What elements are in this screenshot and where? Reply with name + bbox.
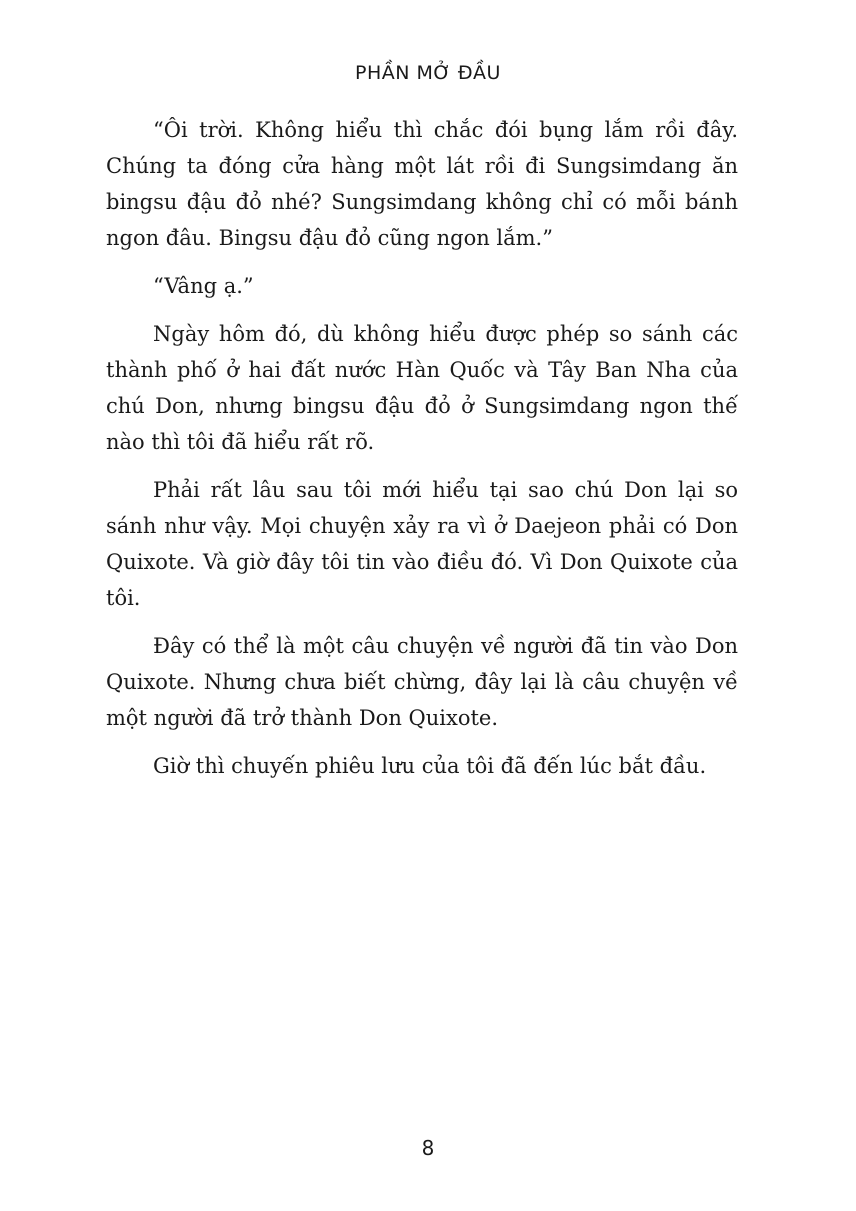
paragraph: Ngày hôm đó, dù không hiểu được phép so sánh các thành phố ở hai đất nước Hàn Quốc và Tây Ban Nha của chú Don, nhưng bingsu đậu đỏ ở Sungsimdang ngon thế nào thì tôi đã hiểu rất rõ. [106,322,738,454]
paragraph: Đây có thể là một câu chuyện về người đã tin vào Don Quixote. Nhưng chưa biết chừng, đây lại là câu chuyện về một người đã trở thành Don Quixote. [106,634,738,730]
body-text [106,112,738,796]
paragraph: Phải rất lâu sau tôi mới hiểu tại sao chú Don lại so sánh như vậy. Mọi chuyện xảy ra vì ở Daejeon phải có Don Quixote. Và giờ đây tôi tin vào điều đó. Vì Don Quixote của tôi. [106,478,738,610]
paragraph: “Vâng ạ.” [153,274,254,298]
running-header: PHẦN MỞ ĐẦU [355,62,501,84]
page-number: 8 [421,1136,435,1160]
paragraph: Giờ thì chuyến phiêu lưu của tôi đã đến lúc bắt đầu. [153,754,707,778]
paragraph: “Ôi trời. Không hiểu thì chắc đói bụng lắm rồi đây. Chúng ta đóng cửa hàng một lát rồi đi Sungsimdang ăn bingsu đậu đỏ nhé? Sungsimdang không chỉ có mỗi bánh ngon đâu. Bingsu đậu đỏ cũng ngon lắm.” [106,118,738,250]
